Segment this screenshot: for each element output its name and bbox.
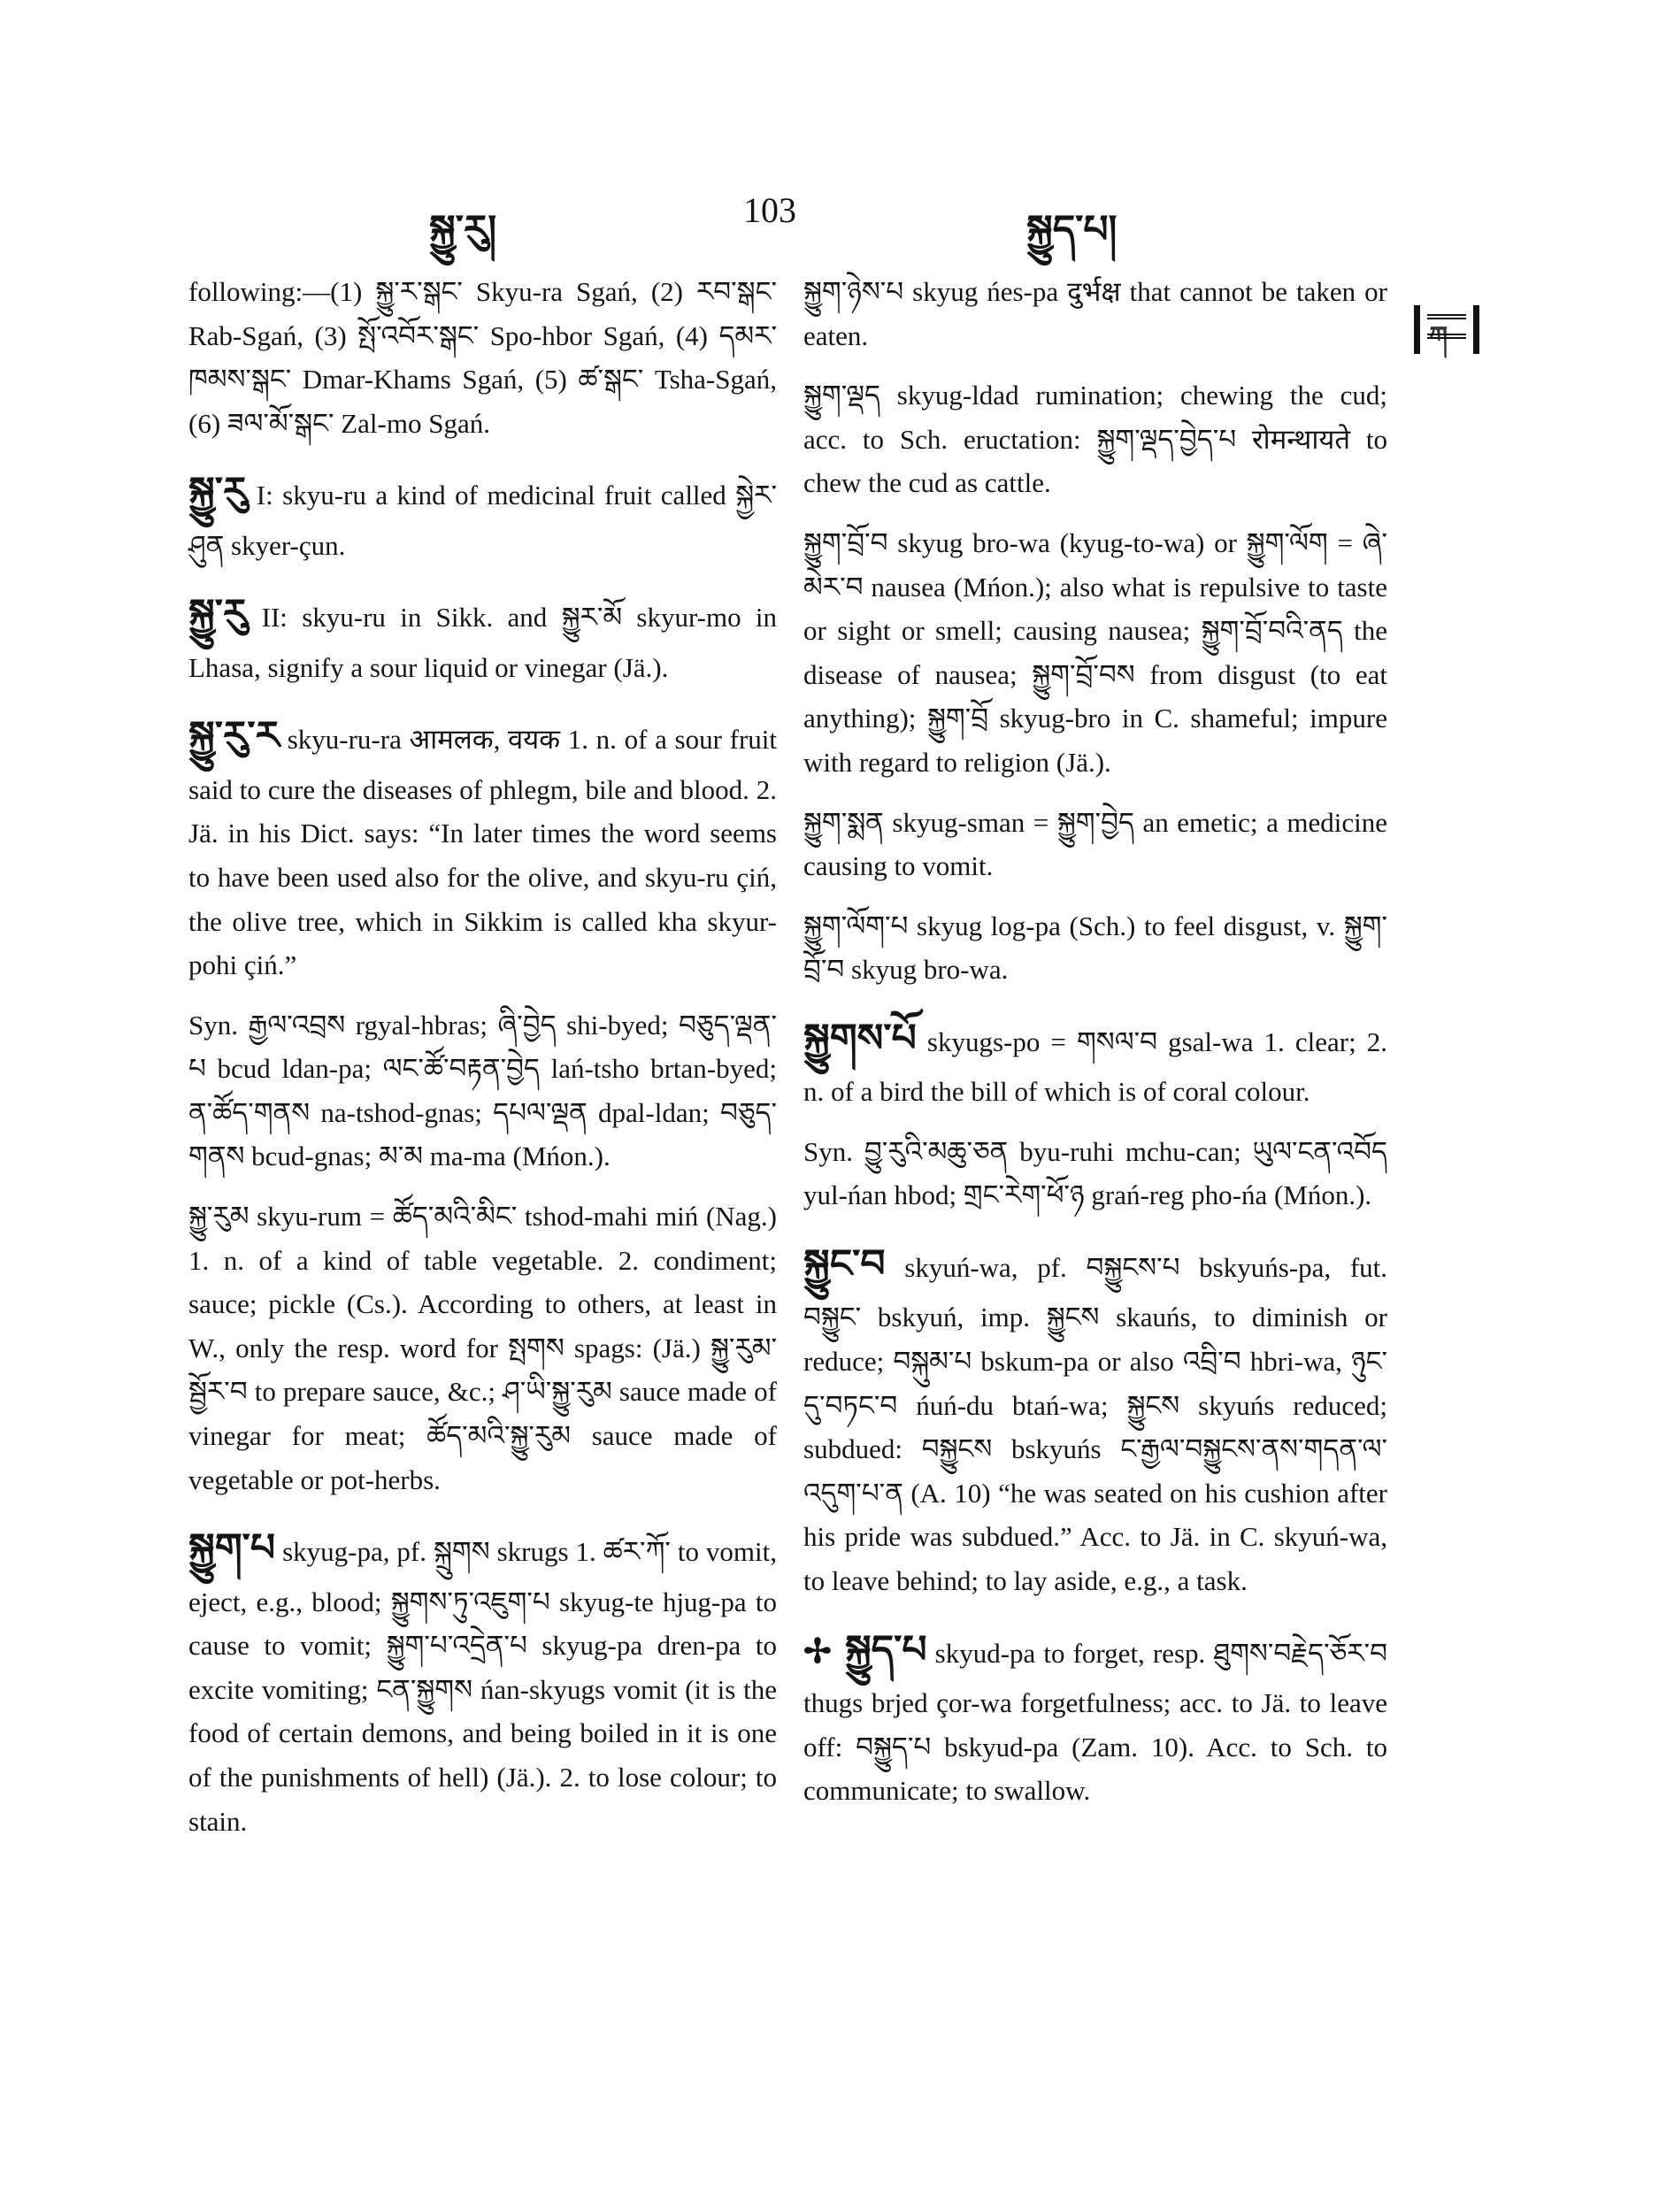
entry-skyug-sman (803, 801, 1387, 888)
entry-text: skyud-pa to forget, resp. ཐུགས་བརྗེད་ཅོར་བ thugs brjed çor-wa forgetfulness; acc. to Jä. to leave off: བསྐྱུད་པ bskyud-pa (Zam. 10). Acc. to Sch. to communicate; to swallow. (803, 1637, 1388, 1807)
entry-text: following:—(1) སྐྱུ་ར་སྒང་ Skyu-ra Sgań, (2) རབ་སྒང་ Rab-Sgań, (3) སྤོ་འབོར་སྒང་ Spo-hbor Sgań, (4) དམར་ཁམས་སྒང་ Dmar-Khams Sgań, (5) ཚ་སྒང་ Tsha-Sgań, (6) ཟལ་མོ་སྒང་ Zal-mo Sgań. (188, 276, 777, 439)
left-running-headword: སྐྱུ་རུ། (429, 207, 497, 252)
entry-text: skyugs-po = གསལ་བ gsal-wa 1. clear; 2. n. of a bird the bill of which is of coral colour. (803, 1025, 1388, 1108)
entry-text: skyu-ru-ra आमलक, वयक 1. n. of a sour fruit said to cure the diseases of phlegm, bile and blood. 2. Jä. in his Dict. says: “In later times the word seems to have been used also for the olive, and skyu-ru çiń, the olive tree, which in Sikkim is called kha skyur-pohi çiń.” (188, 724, 778, 981)
entry-skyug-log-pa (803, 904, 1387, 992)
entry-text: སྐྱུག་སྨན skyug-sman = སྐྱུག་བྱེད an emetic; a medicine causing to vomit. (803, 806, 1387, 882)
entry-text: Syn. བྱུ་རུའི་མཆུ་ཅན byu-ruhi mchu-can; ཡུལ་ངན་འབོད yul-ńan hbod; གྲང་རེག་ཕོ་ཉ grań-reg pho-ńa (Mńon.). (803, 1135, 1387, 1211)
cross-marker-icon: ✢ (803, 1632, 832, 1671)
entry-text: skyuń-wa, pf. བསྐྱུངས་པ bskyuńs-pa, fut. བསྐྱུང་ bskyuń, imp. སྐྱུངས skauńs, to diminish or reduce; བསྐུམ་པ bskum-pa or also འབྲི་བ hbri-wa, ཉུང་དུ་བཏང་བ ńuń-du btań-wa; སྐྱུངས skyuńs reduced; subdued: བསྐྱུངས bskyuńs ང་རྒྱལ་བསྐྱུངས་ནས་གདན་ལ་འདུག་པ་ན (A. 10) “he was seated on his cushion after his pride was subdued.” Acc. to Jä. in C. skyuń-wa, to leave behind; to lay aside, e.g., a task. (803, 1252, 1388, 1597)
entry-text: སྐྱུག་ལྡད skyug-ldad rumination; chewing the cud; acc. to Sch. eructation: སྐྱུག་ལྡད་བྱེད་པ रोमन्थायते to chew the cud as cattle. (803, 380, 1387, 499)
entry-skyugs-po (803, 1008, 1387, 1114)
entry-text: སྐྱུ་རུམ skyu-rum = ཚོད་མའི་མིང་ tshod-mahi miń (Nag.) 1. n. of a kind of table vegetable. 2. condiment; sauce; pickle (Cs.). According to others, at least in W., only the resp. word for སྤགས spags: (Jä.) སྐྱུ་རུམ་སྦྱོར་བ to prepare sauce, &c.; ཤ་ཡི་སྐྱུ་རུམ sauce made of vinegar for meat; ཚོད་མའི་སྐྱུ་རུམ sauce made of vegetable or pot-herbs. (188, 1201, 777, 1495)
page-header (0, 177, 1659, 257)
entry-headword: སྐྱུད་པ (844, 1626, 927, 1672)
right-running-headword: སྐྱུད་པ། (1026, 207, 1118, 252)
entry-skyu-ru-ra-synonyms (188, 1003, 777, 1179)
entry-skyug-pa (188, 1517, 777, 1843)
entry-text: སྐྱུག་ཉེས་པ skyug ńes-pa दुर्भक्ष that cannot be taken or eaten. (803, 276, 1387, 351)
entry-text: II: skyu-ru in Sikk. and སྐྱུར་མོ skyur-mo in Lhasa, signify a sour liquid or vinegar (Jä.). (188, 602, 777, 683)
entry-headword: སྐྱུ་རུ་ར (188, 713, 280, 759)
entry-headword: སྐྱུ་རུ (188, 591, 248, 637)
entry-headword: སྐྱུང་བ (803, 1241, 886, 1287)
entry-headword: སྐྱུགས་པོ (803, 1015, 917, 1061)
entry-skyu-ru-1 (188, 461, 777, 567)
entry-skyud-pa (803, 1619, 1387, 1813)
entry-skyu-ru-2 (188, 583, 777, 689)
entry-headword: སྐྱུག་པ (188, 1525, 276, 1571)
entry-skyug-bro-wa (803, 521, 1387, 785)
entry-text: skyug-pa, pf. སྐྲུགས skrugs 1. ཚར་ཀོ་ to vomit, eject, e.g., blood; སྐྱུགས་ཏུ་འཇུག་པ skyug-te hjug-pa to cause to vomit; སྐྱུག་པ་འདྲེན་པ skyug-pa dren-pa to excite vomiting; ངན་སྐྱུགས ńan-skyugs vomit (it is the food of certain demons, and being boiled in it is one of the punishments of hell) (Jä.). 2. to lose colour; to stain. (188, 1536, 777, 1837)
left-column (188, 270, 777, 1859)
entry-skyun-wa (803, 1233, 1387, 1603)
right-column (803, 270, 1387, 1829)
entry-text: Syn. རྒྱལ་འབྲས rgyal-hbras; ཞི་བྱེད shi-byed; བཅུད་ལྡན་པ bcud ldan-pa; ལང་ཚོ་བརྟན་བྱེད lań-tsho brtan-byed; ན་ཚོད་གནས na-tshod-gnas; དཔལ་ལྡན dpal-ldan; བཅུད་གནས bcud-gnas; མ་མ ma-ma (Mńon.). (188, 1009, 777, 1172)
entry-skyugs-po-synonyms (803, 1130, 1387, 1217)
page-number: 103 (743, 190, 796, 230)
entry-text: སྐྱུག་བྲོ་བ skyug bro-wa (kyug-to-wa) or སྐྱུག་ལོག = ཞེ་མེར་བ nausea (Mńon.); also what is repulsive to taste or sight or smell; causing nausea; སྐྱུག་བྲོ་བའི་ནད the disease of nausea; སྐྱུག་བྲོ་བས from disgust (to eat anything); སྐྱུག་བྲོ skyug-bro in C. shameful; impure with regard to religion (Jä.). (803, 526, 1387, 778)
thumb-index-tab (1414, 305, 1479, 354)
entry-skyu-ru-ra (188, 705, 777, 987)
entry-headword: སྐྱུ་རུ (188, 469, 248, 515)
entry-skyu-rum (188, 1194, 777, 1502)
entry-continuation (188, 270, 777, 445)
entry-skyug-nes-pa (803, 270, 1387, 357)
thumb-tab-letter: ཀ (1429, 321, 1448, 352)
entry-text: སྐྱུག་ལོག་པ skyug log-pa (Sch.) to feel disgust, v. སྐྱུག་བྲོ་བ skyug bro-wa. (803, 910, 1387, 986)
entry-text: I: skyu-ru a kind of medicinal fruit called སྐྱེར་ཤུན skyer-çun. (188, 480, 777, 561)
entry-skyug-ldad (803, 373, 1387, 505)
